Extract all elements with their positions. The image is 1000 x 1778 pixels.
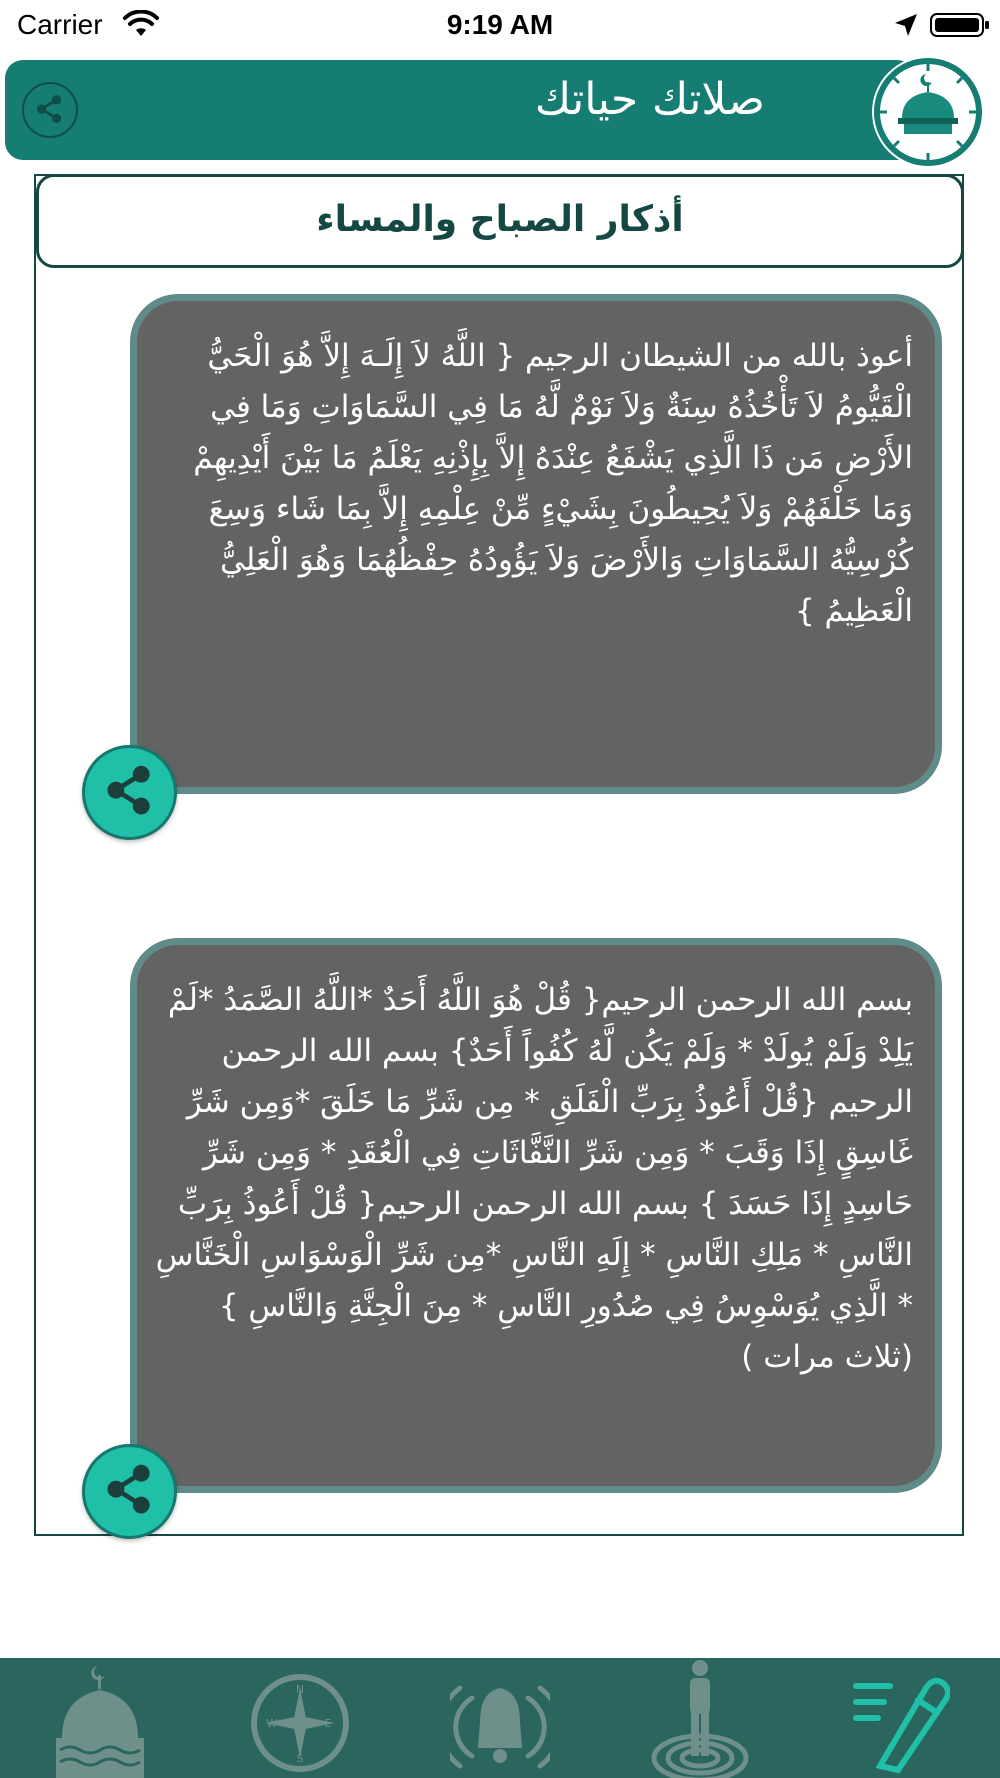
tab-adhkar[interactable] <box>800 1658 1000 1778</box>
tab-qibla-compass[interactable] <box>200 1658 400 1778</box>
prayer-person-icon <box>650 1658 750 1778</box>
card-share-button[interactable] <box>82 1444 177 1539</box>
dhikr-text: بسم الله الرحمن الرحيم{ قُلْ هُوَ اللَّهُ أَحَدٌ *اللَّهُ الصَّمَدُ *لَمْ يَلِدْ وَلَمْ يُولَدْ * وَلَمْ يَكُن لَّهُ كُفُواً أَحَدٌ} بسم الله الرحمن الرحيم {قُلْ أَعُوذُ بِرَبِّ الْفَلَقِ * مِن شَرِّ مَا خَلَقَ *وَمِن شَرِّ غَاسِقٍ إِذَا وَقَبَ * وَمِن شَرِّ النَّفَّاثَاتِ فِي الْعُقَدِ * وَمِن شَرِّ حَاسِدٍ إِذَا حَسَدَ } بسم الله الرحمن الرحيم{ قُلْ أَعُوذُ بِرَبِّ النَّاسِ * مَلِكِ النَّاسِ * إِلَهِ النَّاسِ *مِن شَرِّ الْوَسْوَاسِ الْخَنَّاسِ * الَّذِي يُوَسْوِسُ فِي صُدُورِ النَّاسِ * مِنَ الْجِنَّةِ وَالنَّاسِ }(ثلاث مرات ) <box>155 982 913 1375</box>
dhikr-card <box>130 294 942 794</box>
app-logo-mosque-clock-icon <box>868 52 988 172</box>
battery-icon <box>930 12 990 38</box>
dhikr-text: أعوذ بالله من الشيطان الرجيم { اللَّهُ لاَ إِلَـهَ إِلاَّ هُوَ الْحَيُّ الْقَيُّومُ لاَ تَأْخُذُهُ سِنَةٌ وَلاَ نَوْمٌ لَّهُ مَا فِي السَّمَاوَاتِ وَمَا فِي الأَرْضِ مَن ذَا الَّذِي يَشْفَعُ عِنْدَهُ إِلاَّ بِإِذْنِهِ يَعْلَمُ مَا بَيْنَ أَيْدِيهِمْ وَمَا خَلْفَهُمْ وَلاَ يُحِيطُونَ بِشَيْءٍ مِّنْ عِلْمِهِ إِلاَّ بِمَا شَاء وَسِعَ كُرْسِيُّهُ السَّمَاوَاتِ وَالأَرْضَ وَلاَ يَؤُودُهُ حِفْظُهُمَا وَهُوَ الْعَلِيُّ الْعَظِيمُ } <box>193 338 913 629</box>
clock-label: 9:19 AM <box>446 9 554 40</box>
svg-text:N: N <box>295 1683 305 1696</box>
card-share-button[interactable] <box>82 745 177 840</box>
share-icon <box>24 84 76 136</box>
compass-icon <box>250 1658 350 1778</box>
section-title-box <box>36 174 964 268</box>
tab-prayer-times[interactable] <box>600 1658 800 1778</box>
tab-adhan-alerts[interactable] <box>400 1658 600 1778</box>
mosque-icon <box>50 1658 150 1778</box>
status-bar <box>0 0 1000 50</box>
app-title: صلاتك حياتك <box>534 74 765 125</box>
header-share-button[interactable] <box>22 82 78 138</box>
adhkar-icon <box>850 1658 950 1778</box>
dhikr-card <box>130 938 942 1493</box>
share-icon <box>85 748 174 837</box>
bell-icon <box>450 1658 550 1778</box>
tab-bar <box>0 1658 1000 1778</box>
svg-text:E: E <box>324 1717 332 1730</box>
carrier-label: Carrier <box>17 9 103 40</box>
tab-mosque[interactable] <box>0 1658 200 1778</box>
location-arrow-icon <box>893 12 919 38</box>
svg-text:W: W <box>266 1717 278 1730</box>
section-title: أذكار الصباح والمساء <box>316 199 684 240</box>
share-icon <box>85 1447 174 1536</box>
app-header <box>5 60 915 160</box>
svg-text:S: S <box>296 1752 304 1765</box>
